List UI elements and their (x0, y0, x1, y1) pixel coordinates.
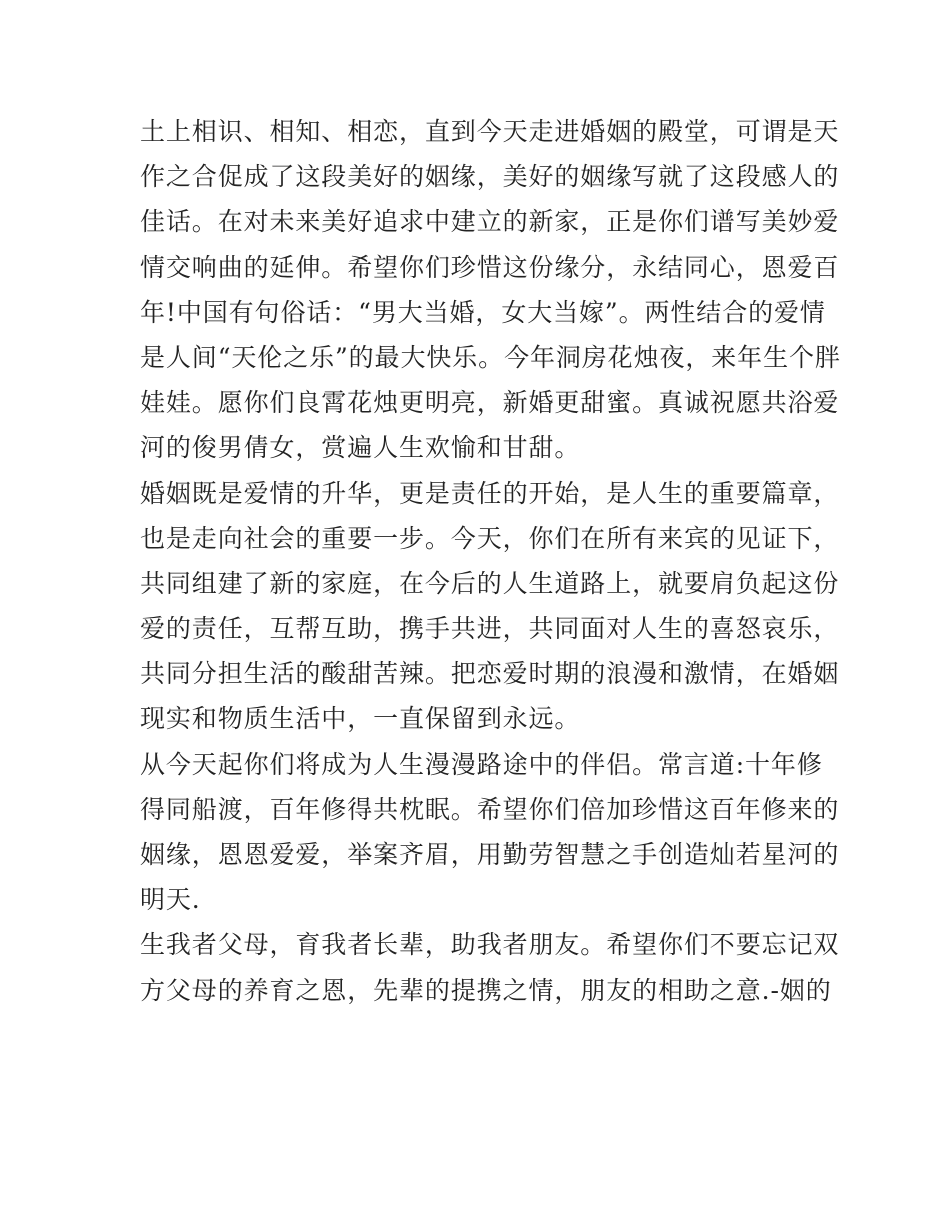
text-line-8: 河的俊男倩女，赏遍人生欢愉和甘甜。 (140, 433, 581, 463)
text-line-15: 从今天起你们将成为人生漫漫路途中的伴侣。常言道:十年修 (140, 749, 823, 779)
text-line-11: 共同组建了新的家庭，在今后的人生道路上，就要肩负起这份 (140, 568, 840, 598)
text-line-9: 婚姻既是爱情的升华，更是责任的开始，是人生的重要篇章， (140, 478, 840, 508)
text-line-10: 也是走向社会的重要一步。今天，你们在所有来宾的见证下， (140, 523, 840, 553)
text-line-20: 方父母的养育之恩，先辈的提携之情，朋友的相助之意.-姻的 (140, 975, 832, 1005)
text-line-5: 年!中国有句俗话：“男大当婚，女大当嫁”。两性结合的爱情 (140, 297, 826, 327)
text-line-3: 佳话。在对未来美好追求中建立的新家，正是你们谱写美妙爱 (140, 207, 840, 237)
text-line-6: 是人间“天伦之乐”的最大快乐。今年洞房花烛夜，来年生个胖 (140, 342, 841, 372)
text-line-14: 现实和物质生活中，一直保留到永远。 (140, 704, 581, 734)
text-line-4: 情交响曲的延伸。希望你们珍惜这份缘分，永结同心，恩爱百 (140, 252, 840, 282)
text-line-2: 作之合促成了这段美好的姻缘，美好的姻缘写就了这段感人的 (140, 162, 840, 192)
text-line-13: 共同分担生活的酸甜苦辣。把恋爱时期的浪漫和激情，在婚姻 (140, 659, 840, 689)
text-line-19: 生我者父母，育我者长辈，助我者朋友。希望你们不要忘记双 (140, 930, 840, 960)
text-line-12: 爱的责任，互帮互助，携手共进，共同面对人生的喜怒哀乐， (140, 614, 840, 644)
text-line-18: 明天. (140, 885, 201, 915)
text-line-16: 得同船渡，百年修得共枕眠。希望你们倍加珍惜这百年修来的 (140, 794, 840, 824)
text-line-1: 土上相识、相知、相恋，直到今天走进婚姻的殿堂，可谓是天 (140, 117, 840, 146)
text-line-7: 娃娃。愿你们良霄花烛更明亮，新婚更甜蜜。真诚祝愿共浴爱 (140, 388, 840, 418)
text-line-17: 姻缘，恩恩爱爱，举案齐眉，用勤劳智慧之手创造灿若星河的 (140, 840, 840, 869)
document-body (140, 109, 841, 1013)
